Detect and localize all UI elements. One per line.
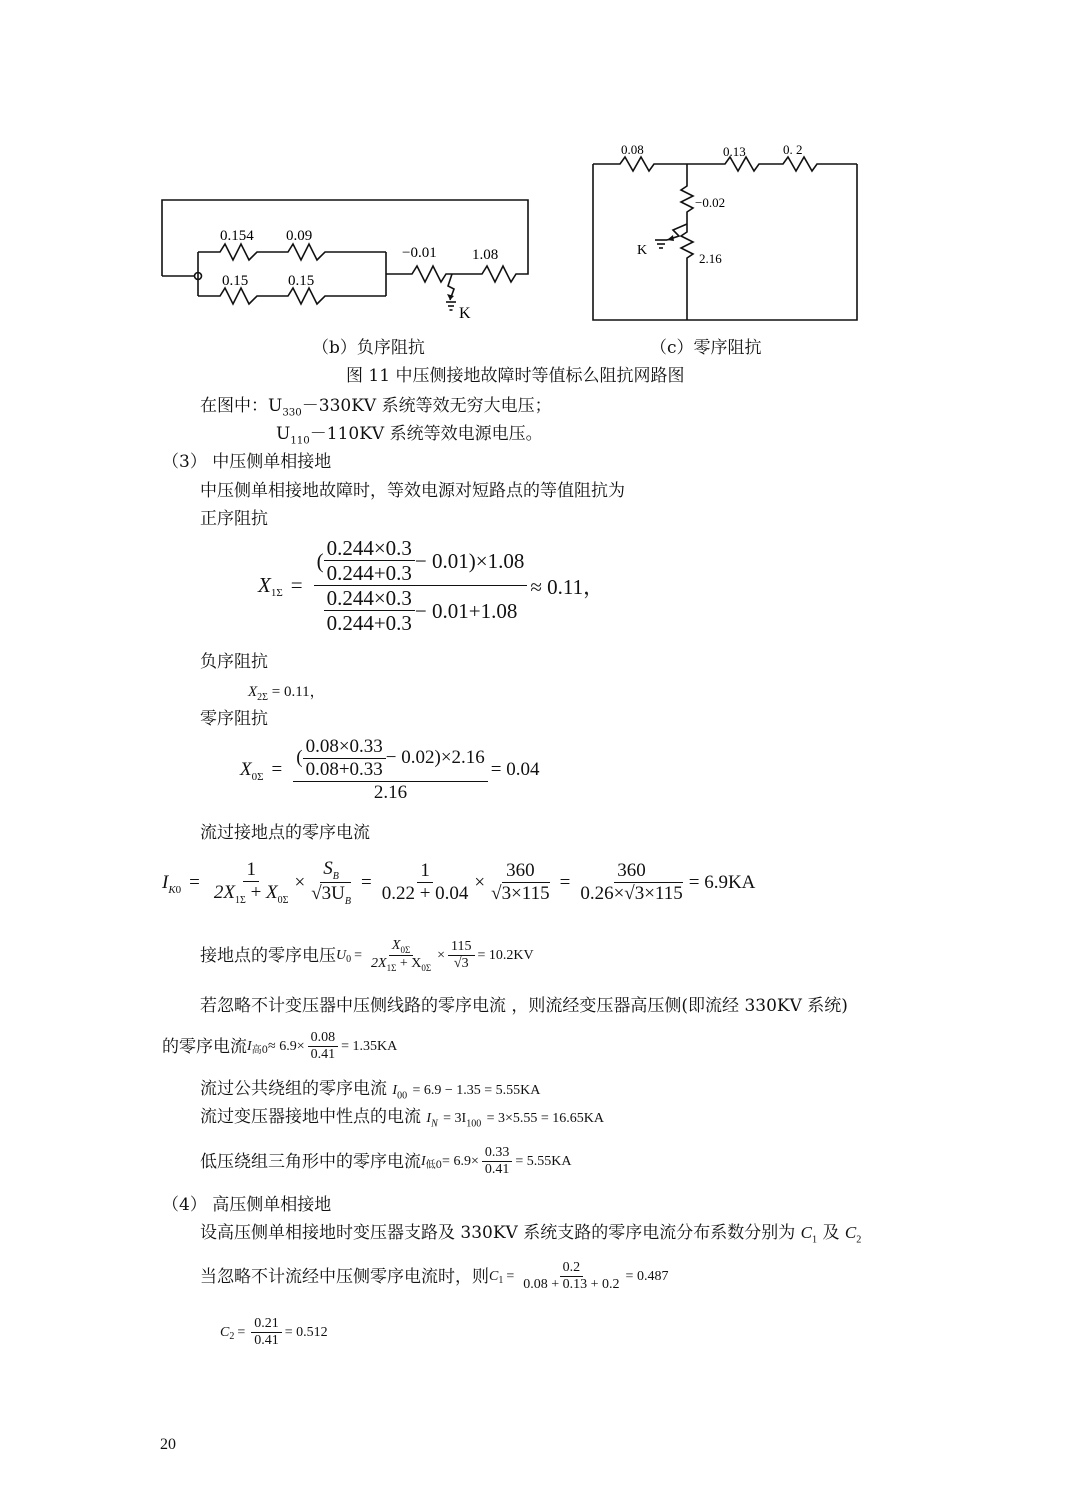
negative-sequence-circuit-diagram	[150, 190, 540, 325]
caption-b: （b）负序阻抗	[312, 338, 425, 358]
label-009: 0.09	[286, 228, 313, 244]
ik0-equation: I $_K$ 0 = $\frac{1}{2X_{1\Sigma} + X_{0\Sigma}}$ × $\frac{S_B}{√3U_B}$ = $\frac{1}{0.22 + 0.04}$ × $\frac{360}{√3\times 115}$ = $\frac{360}{0.26\times√3\times 115}$ = 6.9KA	[162, 858, 756, 908]
negative-sequence-label: 负序阻抗	[200, 652, 268, 672]
label-k: K	[637, 243, 648, 258]
zero-sequence-circuit-diagram	[585, 140, 865, 330]
label-02: 0. 2	[783, 142, 803, 157]
caption-c: （c）零序阻抗	[650, 338, 762, 358]
common-winding-line: 流过公共绕组的零序电流 $I_{00} = 6.9 - 1.35 = 5.55KA$	[200, 1079, 541, 1102]
label-0154: 0.154	[220, 228, 254, 244]
label-neg002: −0.02	[695, 195, 726, 210]
label-008: 0.08	[621, 142, 644, 157]
u0-line: 接地点的零序电压 U $_0$ = $\frac{X_{0\Sigma}}{2X_{1\Sigma} + X_{0\Sigma}}$ × $\frac{115}{√3}$ = 10.2KV	[200, 938, 534, 973]
label-216: 2.16	[699, 251, 722, 266]
hv-text: 若忽略不计变压器中压侧线路的零序电流 ，则流经变压器高压侧(即流经 330KV 系统)	[200, 996, 848, 1016]
c2-line: C $_2$ = $\frac{0.21}{0.41}$ = 0.512	[220, 1316, 328, 1349]
x1-equation: X $_{1\Sigma}$ = ( $\frac{0.244\times 0.3}{0.244+0.3}$ − 0.01)×1.08 $\frac{0.244\times 0.3}{0.244+0.3}$ − 0.01+1.08 ≈ 0.11，	[258, 536, 605, 636]
label-015-a: 0.15	[222, 273, 249, 289]
section3-intro: 中压侧单相接地故障时，等效电源对短路点的等值阻抗为	[200, 481, 625, 501]
legend-line-1: 在图中：$U_{330}-330KV$ 系统等效无穷大电压；	[200, 396, 552, 419]
label-k: K	[459, 305, 471, 322]
page-number: 20	[160, 1436, 176, 1453]
figure-title: 图 11 中压侧接地故障时等值标么阻抗网路图	[346, 366, 685, 386]
zero-sequence-label: 零序阻抗	[200, 709, 268, 729]
x2-equation: $X_{2\Sigma} = 0.11$，	[248, 684, 325, 703]
positive-sequence-label: 正序阻抗	[200, 509, 268, 529]
neutral-current-line: 流过变压器接地中性点的电流 $I_N = 3I_{100} = 3\times 5.55 = 16.65KA$	[200, 1107, 605, 1130]
label-013: 0.13	[723, 144, 746, 159]
label-neg001: −0.01	[402, 245, 437, 261]
legend-line-2: $U_{110}-110KV$ 系统等效电源电压。	[276, 424, 543, 447]
label-108: 1.08	[472, 247, 499, 263]
label-015-b: 0.15	[288, 273, 315, 289]
section4-text1: 设高压侧单相接地时变压器支路及 330KV 系统支路的零序电流分布系数分别为 $C_1$ 及 $C_2$	[200, 1223, 862, 1246]
hv-current-line: 的零序电流 I $_{高0}$ ≈ 6.9× $\frac{0.08}{0.41}$ = 1.35KA	[162, 1030, 398, 1063]
section4-heading: （4） 高压侧单相接地	[162, 1195, 332, 1215]
c1-line: 当忽略不计流经中压侧零序电流时，则 C $_1$ = $\frac{0.2}{0.08 + 0.13 + 0.2}$ = 0.487	[200, 1260, 669, 1293]
x0-equation: X $_{0\Sigma}$ = ( $\frac{0.08\times 0.33}{0.08+0.33}$ − 0.02)×2.16 2.16 = 0.04	[240, 736, 540, 803]
current-label: 流过接地点的零序电流	[200, 823, 370, 843]
delta-current-line: 低压绕组三角形中的零序电流 I $_{低0}$ = 6.9× $\frac{0.33}{0.41}$ = 5.55KA	[200, 1145, 572, 1178]
section3-heading: （3） 中压侧单相接地	[162, 452, 332, 472]
